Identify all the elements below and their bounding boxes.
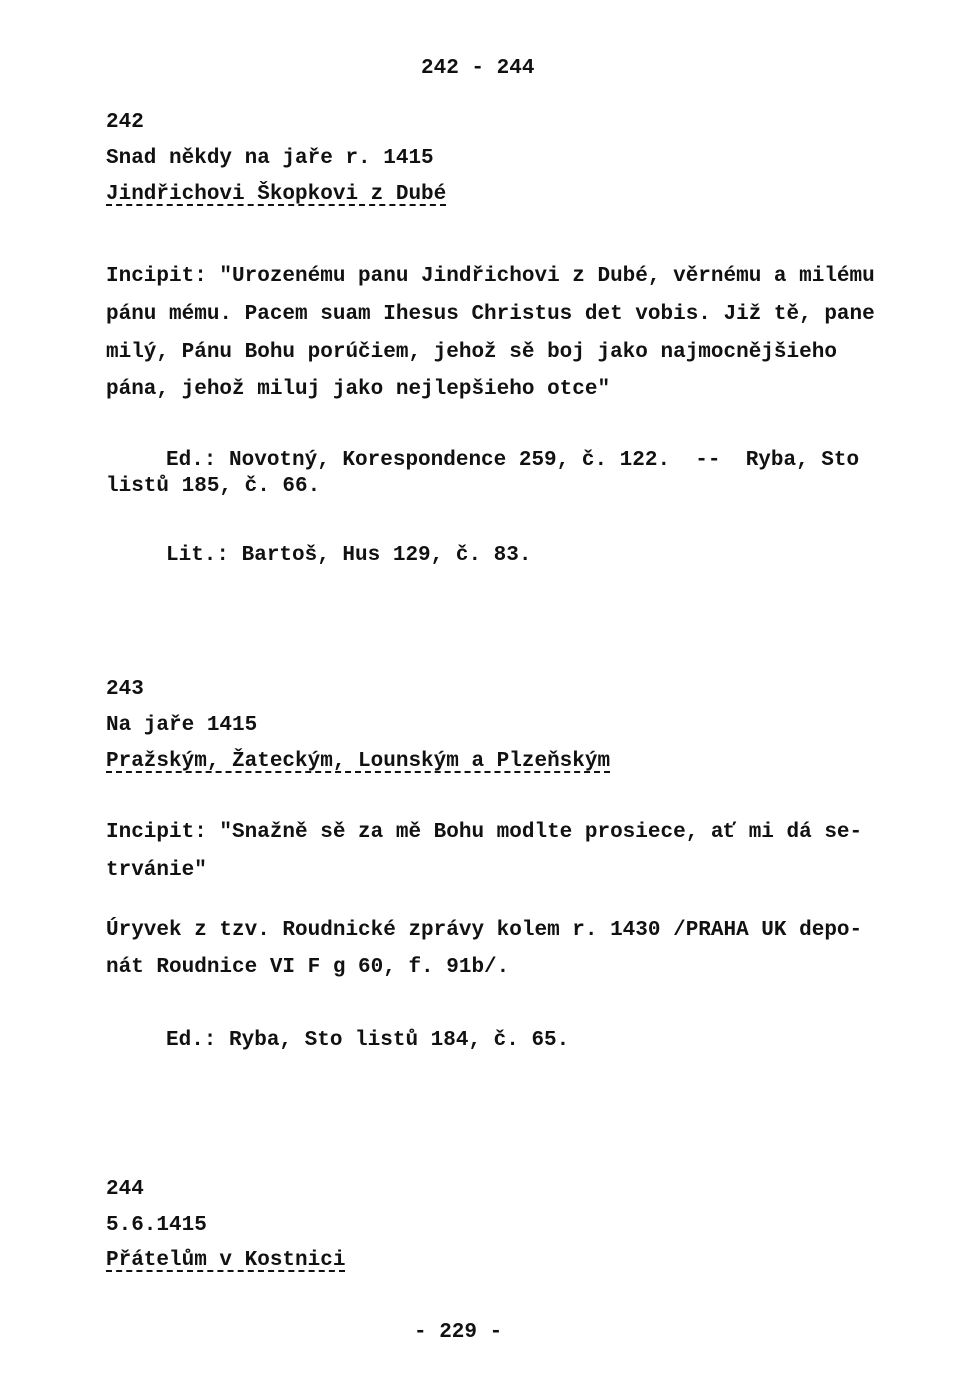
entry-addressee: Pražským, Žateckým, Lounským a Plzeňským bbox=[106, 750, 611, 773]
page-header: 242 - 244 bbox=[421, 57, 535, 80]
incipit-line: pánu mému. Pacem suam Ihesus Christus det vobis. Již tě, pane bbox=[106, 303, 875, 326]
note-line: Úryvek z tzv. Roudnické zprávy kolem r. 1430 /PRAHA UK depo- bbox=[106, 919, 863, 942]
incipit-line: pána, jehož miluj jako nejlepšieho otce" bbox=[106, 378, 611, 401]
entry-date: 5.6.1415 bbox=[106, 1214, 207, 1237]
note-line: nát Roudnice VI F g 60, f. 91b/. bbox=[106, 956, 510, 979]
literature-line: Lit.: Bartoš, Hus 129, č. 83. bbox=[166, 544, 532, 567]
edition-line: Ed.: Novotný, Korespondence 259, č. 122. -- Ryba, Sto bbox=[166, 449, 860, 472]
incipit-line: milý, Pánu Bohu porúčiem, jehož sě boj jako najmocnějšieho bbox=[106, 341, 837, 364]
entry-addressee: Přátelům v Kostnici bbox=[106, 1249, 346, 1272]
edition-line: listů 185, č. 66. bbox=[106, 475, 321, 498]
entry-addressee: Jindřichovi Škopkovi z Dubé bbox=[106, 183, 447, 206]
entry-date: Snad někdy na jaře r. 1415 bbox=[106, 147, 434, 170]
edition-line: Ed.: Ryba, Sto listů 184, č. 65. bbox=[166, 1029, 570, 1052]
incipit-line: Incipit: "Snažně sě za mě Bohu modlte prosiece, ať mi dá se- bbox=[106, 821, 863, 844]
incipit-line: Incipit: "Urozenému panu Jindřichovi z Dubé, věrnému a milému bbox=[106, 265, 875, 288]
incipit-line: trvánie" bbox=[106, 859, 207, 882]
entry-number: 242 bbox=[106, 111, 144, 134]
entry-date: Na jaře 1415 bbox=[106, 714, 258, 737]
entry-number: 244 bbox=[106, 1178, 144, 1201]
entry-number: 243 bbox=[106, 678, 144, 701]
page-footer: - 229 - bbox=[414, 1321, 503, 1344]
